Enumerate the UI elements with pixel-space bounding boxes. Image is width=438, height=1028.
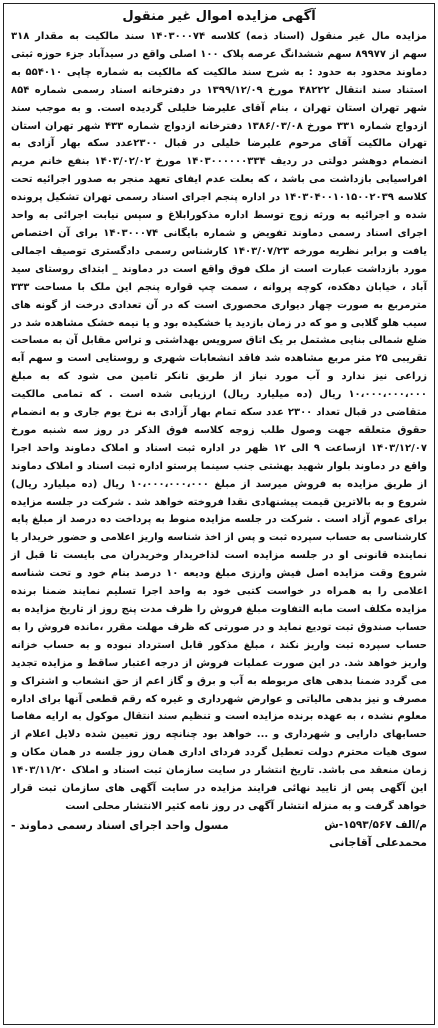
signature-name: محمدعلی آقاجانی [329,835,427,849]
notice-footer [11,817,427,851]
notice-title: آگهی مزایده اموال غیر منقول [122,9,316,24]
signature-title: مسول واحد اجرای اسناد رسمی دماوند - [11,818,229,832]
publication-ref: م/الف ۱۵۹۳/۵۶۷-ش [324,818,427,831]
auction-notice [3,3,435,1025]
footer-row [11,817,427,834]
notice-body: مزایده مال غیر منقول (اسناد ذمه) کلاسه ۱۴۰۳۰۰۰۷۴ سند مالکیت به مقدار ۳۱۸ سهم از ۸۹۹۷۷ سهم ششدانگ عرصه پلاک ۱۰۰ اصلی واقع در سیدآباد جزء حوزه ثبتی دماوند محدود به حدود : به شرح سند مالکیت که مالکیت به شماره چاپی ۵۵۴۰۱۰ به استناد سند انتقال ۴۸۲۲۲ مورخ ۱۳۹۹/۱۲/۰۹ در دفترخانه اسناد رسمی شماره ۸۵۴ شهر تهران استان تهران ، بنام آقای علیرضا خلیلی گردیده است. و به موجب سند ازدواج شماره ۳۳۱ مورخ ۱۳۸۶/۰۳/۰۸ دفترخانه ازدواج شماره ۴۳۳ شهر تهران استان تهران مالکیت آقای مرحوم علیرضا خلیلی در قبال ۲۳۰۰عدد سکه بهار آزادی به انضمام دوهشر دولتی در ردیف ۱۴۰۳۰۰۰۰۰۰۳۳۴ مورخ ۱۴۰۳/۰۲/۰۲ بنفع خانم مریم افراسیابی بازداشت می باشد ، که بعلت عدم ایفای تعهد منجر به صدور اجرائیه تحت کلاسه ۱۴۰۳۰۴۰۰۱۰۱۵۰۰۲۰۳۹ در اداره پنجم اجرای اسناد رسمی تهران تشکیل پرونده شده و اجرائیه به ورثه زوج توسط اداره مذکورابلاغ و سپس نیابت اجرائی به واحد اجرای اسناد رسمی دماوند تفویض و شماره بایگانی ۱۴۰۳۰۰۰۷۴ برای آن اختصاص یافت و برابر نظریه مورخه ۱۴۰۳/۰۷/۲۳ کارشناس رسمی دادگستری توصیف اجمالی مورد بازداشت عبارت است از ملک فوق واقع است در دماوند _ ابتدای روستای سید آباد ، خیابان دهکده، کوچه پروانه ، سمت چپ قواره پنجم این ملک با مساحت ۳۳۳ مترمربع به صورت چهار دیواری محصوری است که در آن تعدادی درخت از گونه های سیب هلو گلابی و مو که در زمان بازدید یا خشکیده بود و یا نیمه خشک مشاهده شد در ضلع شمالی بنایی مشتمل بر یک اتاق سرویس بهداشتی و تراس مقابل آن به مساحت تقریبی ۲۵ متر مربع مشاهده شد فاقد انشعابات شهری و روستایی است و سهم آبه زراعی نیز ندارد و آب مورد نیاز از طریق تانکر تامین می شود که به مبلغ ۱۰،۰۰۰،۰۰۰،۰۰۰ ریال (ده میلیارد ریال) ارزیابی شده است . که تمامی مالکیت متقاضی در قبال تعداد ۲۳۰۰ عدد سکه تمام بهار آزادی به نرخ یوم جاری و به انضمام حقوق متعلقه جهت وصول طلب زوجه کلاسه فوق الذکر در روز سه شنبه مورخ ۱۴۰۳/۱۲/۰۷ ازساعت ۹ الی ۱۲ ظهر در اداره ثبت اسناد و املاک دماوند واحد اجرا واقع در دماوند بلوار شهید بهشتی جنب سینما پرستو اداره ثبت اسناد و املاک دماوند از طریق مزایده به فروش میرسد از مبلغ ۱۰،۰۰۰،۰۰۰،۰۰۰ ریال (ده میلیارد ریال) شروع و به بالاترین قیمت پیشنهادی نقدا فروخته خواهد شد . شرکت در جلسه مزایده برای عموم آزاد است . شرکت در جلسه مزایده منوط به پرداخت ده درصد از مبلغ پایه کارشناسی به حساب سپرده ثبت و پس از اخذ شناسه واریز اعلامی و حضور خریدار یا نماینده قانونی او در جلسه مزایده است لذاخریدار وخریدران می بایست تا قبل از شروع وقت مزایده اصل فیش وارزی مبلغ ودیعه ۱۰ درصد بنام خود و تحت شناسه اعلامی را به همراه در خواست کتبی خود به واحد اجرا تسلیم نمایند ضمنا برنده مزایده مکلف است مابه التفاوت مبلغ فروش را ظرف مدت پنج روز از تاریخ مزایده به حساب صندوق ثبت تودیع نماید و در صورتی که ظرف مهلت مقرر ،مانده فروش را به حساب سپرده ثبت واریز نکند ، مبلغ مذکور قابل استرداد نبوده و به حساب خزانه واریز خواهد شد. در این صورت عملیات فروش از درجه اعتبار ساقط و مزایده تجدید می گردد ضمنا بدهی های مربوطه به آب و برق و گاز اعم از حق انشعاب و اشتراک و مصرف و نیز بدهی مالیاتی و عوارض شهرداری و غیره که رقم قطعی آنها برای اداره معلوم نشده ، به عهده برنده مزایده است و تنظیم سند انتقال موکول به ارایه مفاصا حسابهای دارایی و شهرداری و ... خواهد بود چنانچه روز تعیین شده دلایل اعلام از سوی هیات محترم دولت تعطیل گردد فردای اداری همان روز جلسه در همان مکان و زمان منعقد می باشد. تاریخ انتشار در سایت سازمان ثبت اسناد و املاک ۱۴۰۳/۱۱/۲۰ این آگهی پس از تایید نهائی فرایند مزایده در سایت آگهی های سازمان ثبت قرار خواهد گرفت و به منزله انتشار آگهی در روز نامه کثیر الانتشار محلی است [11,31,428,812]
